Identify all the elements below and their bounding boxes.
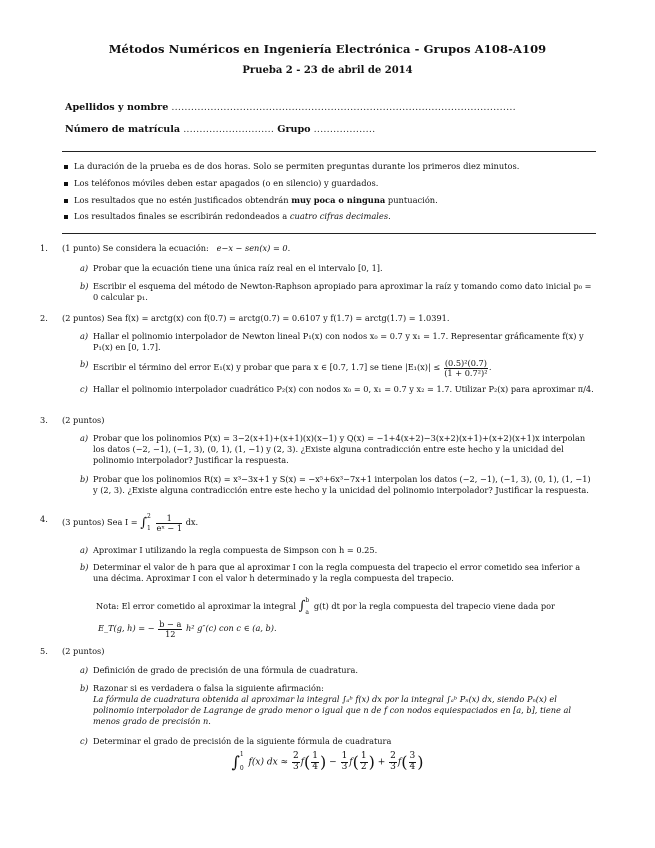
- group-dots: ...................: [313, 124, 376, 135]
- instructions-list: [62, 162, 596, 229]
- quadrature-formula: ∫ 1 0 f(x) dx ≈ $\frac{2}{3}$ f( $\frac{1}{4}$ ) − $\frac{1}{3}$ f( $\frac{1}{2}$ ) + $\frac{2}{3}$ f( $\frac{3}{4}$ ): [231, 751, 424, 772]
- item-text: Escribir el término del error E₁(x) y probar que para x ∈ [0.7, 1.7] se tiene |E₁(x)| ≤: [93, 362, 441, 373]
- question-5-a: [80, 665, 594, 676]
- item-statement: La fórmula de cuadratura obtenida al aproximar la integral ∫ₐᵇ f(x) dx por la integral ∫ₐᵇ Pₙ(x) dx, siendo Pₙ(x) el polinomio interpolador de Lagrange de grado menor o igual que n de f con nodos equiespaciados en [a, b], tiene al menos grado de precisión n.: [93, 693, 571, 726]
- question-4-error-formula: [98, 620, 596, 638]
- instruction-item: La duración de la prueba es de dos horas. Solo se permiten preguntas durante los primeros diez minutos.: [62, 162, 596, 172]
- item-label: b): [80, 474, 89, 484]
- fraction-numerator: 1: [312, 751, 319, 762]
- item-label: a): [80, 433, 89, 443]
- fraction-denominator: 3: [341, 761, 348, 772]
- error-formula-end: h² g″(c) con c ∈ (a, b).: [186, 623, 277, 634]
- paren-close: ): [320, 752, 327, 772]
- question-equation: e−x − sen(x) = 0.: [216, 243, 291, 253]
- divider-bottom: [62, 233, 596, 234]
- item-label: a): [80, 331, 89, 341]
- note-text: g(t) dt por la regla compuesta del trapecio viene dada por: [313, 601, 555, 611]
- paren-open: (: [401, 752, 408, 772]
- item-label: a): [80, 263, 89, 273]
- id-field: [65, 124, 375, 135]
- item-label: b): [80, 281, 89, 291]
- id-label: Número de matrícula: [65, 124, 181, 135]
- item-text-end: .: [488, 362, 492, 373]
- item-text: Hallar el polinomio interpolador de Newton lineal P₁(x) con nodos x₀ = 0.7 y x₁ = 1.7. Representar gráficamente f(x) y P₁(x) en [0, 1.7].: [93, 331, 584, 352]
- fraction-numerator: b − a: [159, 619, 182, 629]
- item-label: b): [80, 562, 89, 572]
- item-text: Probar que los polinomios R(x) = x³−3x+1 y S(x) = −x⁵+6x³−7x+1 interpolan los datos (−2, −1), (−1, 3), (0, 1), (1, −1) y (2, 3). ¿Existe alguna contradicción entre este hecho y la unicidad del polinomio interpolador? Justificar la respuesta.: [93, 474, 591, 495]
- paren-close: ): [368, 752, 375, 772]
- integrand-fraction: [156, 514, 182, 532]
- node-2: [360, 752, 368, 772]
- fraction-denominator: 3: [390, 761, 396, 772]
- error-formula-start: E_T(g, h) = −: [98, 623, 155, 634]
- fraction-denominator: (1 + 0.7²)²: [444, 367, 488, 378]
- item-text: Determinar el grado de precisión de la siguiente fórmula de cuadratura: [93, 736, 392, 746]
- question-5: [40, 646, 596, 657]
- instruction-item: [62, 196, 596, 206]
- question-text: (3 puntos) Sea I =: [62, 517, 138, 528]
- formula-plus: +: [377, 757, 386, 768]
- fraction-numerator: 3: [409, 751, 416, 762]
- instruction-italic: cuatro cifras decimales.: [289, 211, 391, 222]
- divider-top: [62, 151, 596, 152]
- name-dots: ..........................................................................................................: [171, 102, 516, 113]
- item-label: c): [80, 736, 88, 746]
- item-text: Escribir el esquema del método de Newton-Raphson apropiado para aproximar la raíz y tomando como dato inicial p₀ = 0 calcular p₁.: [93, 281, 592, 302]
- integral-sign-icon: ∫: [140, 515, 148, 531]
- instruction-item: Los teléfonos móviles deben estar apagados (o en silencio) y guardados.: [62, 179, 596, 189]
- integral-sign-icon: ∫: [298, 598, 306, 614]
- item-label: c): [80, 384, 88, 394]
- group-label: Grupo: [277, 124, 311, 135]
- question-2: [40, 313, 596, 324]
- question-text: (2 puntos) Sea f(x) = arctg(x) con f(0.7) = arctg(0.7) = 0.6107 y f(1.7) = arctg(1.7) = 1.0391.: [62, 313, 450, 323]
- fraction-denominator: 4: [409, 761, 416, 772]
- question-5-b: [80, 683, 594, 727]
- item-text: Probar que la ecuación tiene una única raíz real en el intervalo [0, 1].: [93, 263, 383, 273]
- fraction-denominator: eˣ − 1: [156, 522, 183, 533]
- node-3: [409, 752, 417, 772]
- question-1-a: [80, 263, 594, 274]
- instruction-after: puntuación.: [387, 194, 438, 205]
- integral-upper: 2: [147, 513, 151, 521]
- integral-lower: a: [305, 609, 309, 616]
- item-label: a): [80, 665, 89, 675]
- fraction-denominator: 2: [360, 761, 367, 772]
- fraction-denominator: 3: [292, 761, 299, 772]
- fraction-numerator: 2: [390, 751, 396, 762]
- question-4: [40, 514, 596, 532]
- paren-open: (: [352, 752, 359, 772]
- question-2-b: [80, 359, 594, 377]
- page-subtitle: Prueba 2 - 23 de abril de 2014: [242, 65, 413, 76]
- question-4-note: [96, 598, 594, 616]
- formula-lhs: f(x) dx ≈: [248, 757, 289, 768]
- question-3-b: [80, 474, 594, 496]
- node-1: [311, 752, 319, 772]
- coefficient-2: [341, 752, 349, 772]
- question-number: 4.: [40, 514, 48, 524]
- id-dots: ............................: [183, 124, 275, 135]
- question-text: (1 punto) Se considera la ecuación:: [62, 243, 209, 253]
- item-label: b): [80, 359, 89, 369]
- instruction-bold: muy poca o ninguna: [291, 194, 386, 205]
- item-text: Definición de grado de precisión de una fórmula de cuadratura.: [93, 665, 358, 675]
- paren-close: ): [417, 752, 424, 772]
- question-2-c: [80, 384, 594, 395]
- instruction-item: [62, 212, 596, 222]
- question-3-a: [80, 433, 594, 466]
- name-label: Apellidos y nombre: [65, 102, 169, 113]
- integral-upper: b: [305, 597, 310, 604]
- question-text-end: dx.: [185, 517, 199, 528]
- fraction-numerator: 2: [292, 751, 299, 762]
- fraction-numerator: 1: [156, 514, 182, 524]
- fraction-numerator: 1: [360, 751, 367, 762]
- formula-minus: −: [329, 757, 337, 768]
- name-field: [65, 102, 516, 113]
- coefficient-3: [389, 752, 397, 772]
- coefficient-1: [292, 752, 300, 772]
- fraction-denominator: 4: [312, 761, 319, 772]
- integral-sign-icon: ∫: [231, 752, 240, 772]
- integral-lower: 0: [239, 765, 244, 772]
- page-title: Métodos Numéricos en Ingeniería Electrónica - Grupos A108-A109: [108, 42, 547, 56]
- question-1: [40, 243, 596, 254]
- item-text: Probar que los polinomios P(x) = 3−2(x+1)+(x+1)(x)(x−1) y Q(x) = −1+4(x+2)−3(x+2)(x+1)+(x+2)(x+1)x interpolan los datos (−2, −1), (−1, 3), (0, 1), (1, −1) y (2, 3). ¿Existe alguna contradicción entre este hecho y la unicidad del polinomio interpolador? Justificar la respuesta.: [93, 433, 586, 465]
- question-number: 5.: [40, 646, 48, 656]
- item-text: Determinar el valor de h para que al aproximar I con la regla compuesta del trapecio el error cometido sea inferior a una décima. Aproximar I con el valor h determinado y la regla compuesta del trapecio.: [93, 562, 581, 583]
- question-4-b: [80, 562, 594, 584]
- question-1-b: [80, 281, 594, 303]
- item-label: b): [80, 683, 89, 693]
- question-2-a: [80, 331, 594, 353]
- question-4-a: [80, 545, 594, 556]
- fraction-numerator: (0.5)²(0.7): [444, 358, 487, 368]
- error-fraction: [158, 620, 182, 638]
- integral-upper: 1: [239, 751, 244, 758]
- question-number: 2.: [40, 313, 48, 323]
- item-text: Hallar el polinomio interpolador cuadrático P₂(x) con nodos x₀ = 0, x₁ = 0.7 y x₂ = 1.7. Utilizar P₂(x) para aproximar π/4.: [93, 384, 594, 394]
- question-number: 3.: [40, 415, 48, 425]
- note-text: Nota: El error cometido al aproximar la integral: [96, 601, 296, 611]
- item-label: a): [80, 545, 89, 555]
- question-5-c: [80, 736, 594, 747]
- item-text: Aproximar I utilizando la regla compuesta de Simpson con h = 0.25.: [93, 545, 378, 555]
- question-3: [40, 415, 596, 426]
- integral-lower: 1: [147, 525, 151, 533]
- fraction-denominator: 12: [165, 628, 176, 639]
- question-number: 1.: [40, 243, 48, 253]
- item-text: Razonar si es verdadera o falsa la siguiente afirmación:: [93, 683, 324, 693]
- instruction-text: Los resultados finales se escribirán redondeados a: [74, 211, 288, 222]
- fraction-numerator: 1: [341, 751, 348, 762]
- question-text: (2 puntos): [62, 646, 105, 656]
- question-text: (2 puntos): [62, 415, 105, 425]
- instruction-text: Los resultados que no estén justificados obtendrán: [74, 194, 289, 205]
- paren-open: (: [304, 752, 311, 772]
- error-bound-fraction: [444, 359, 488, 377]
